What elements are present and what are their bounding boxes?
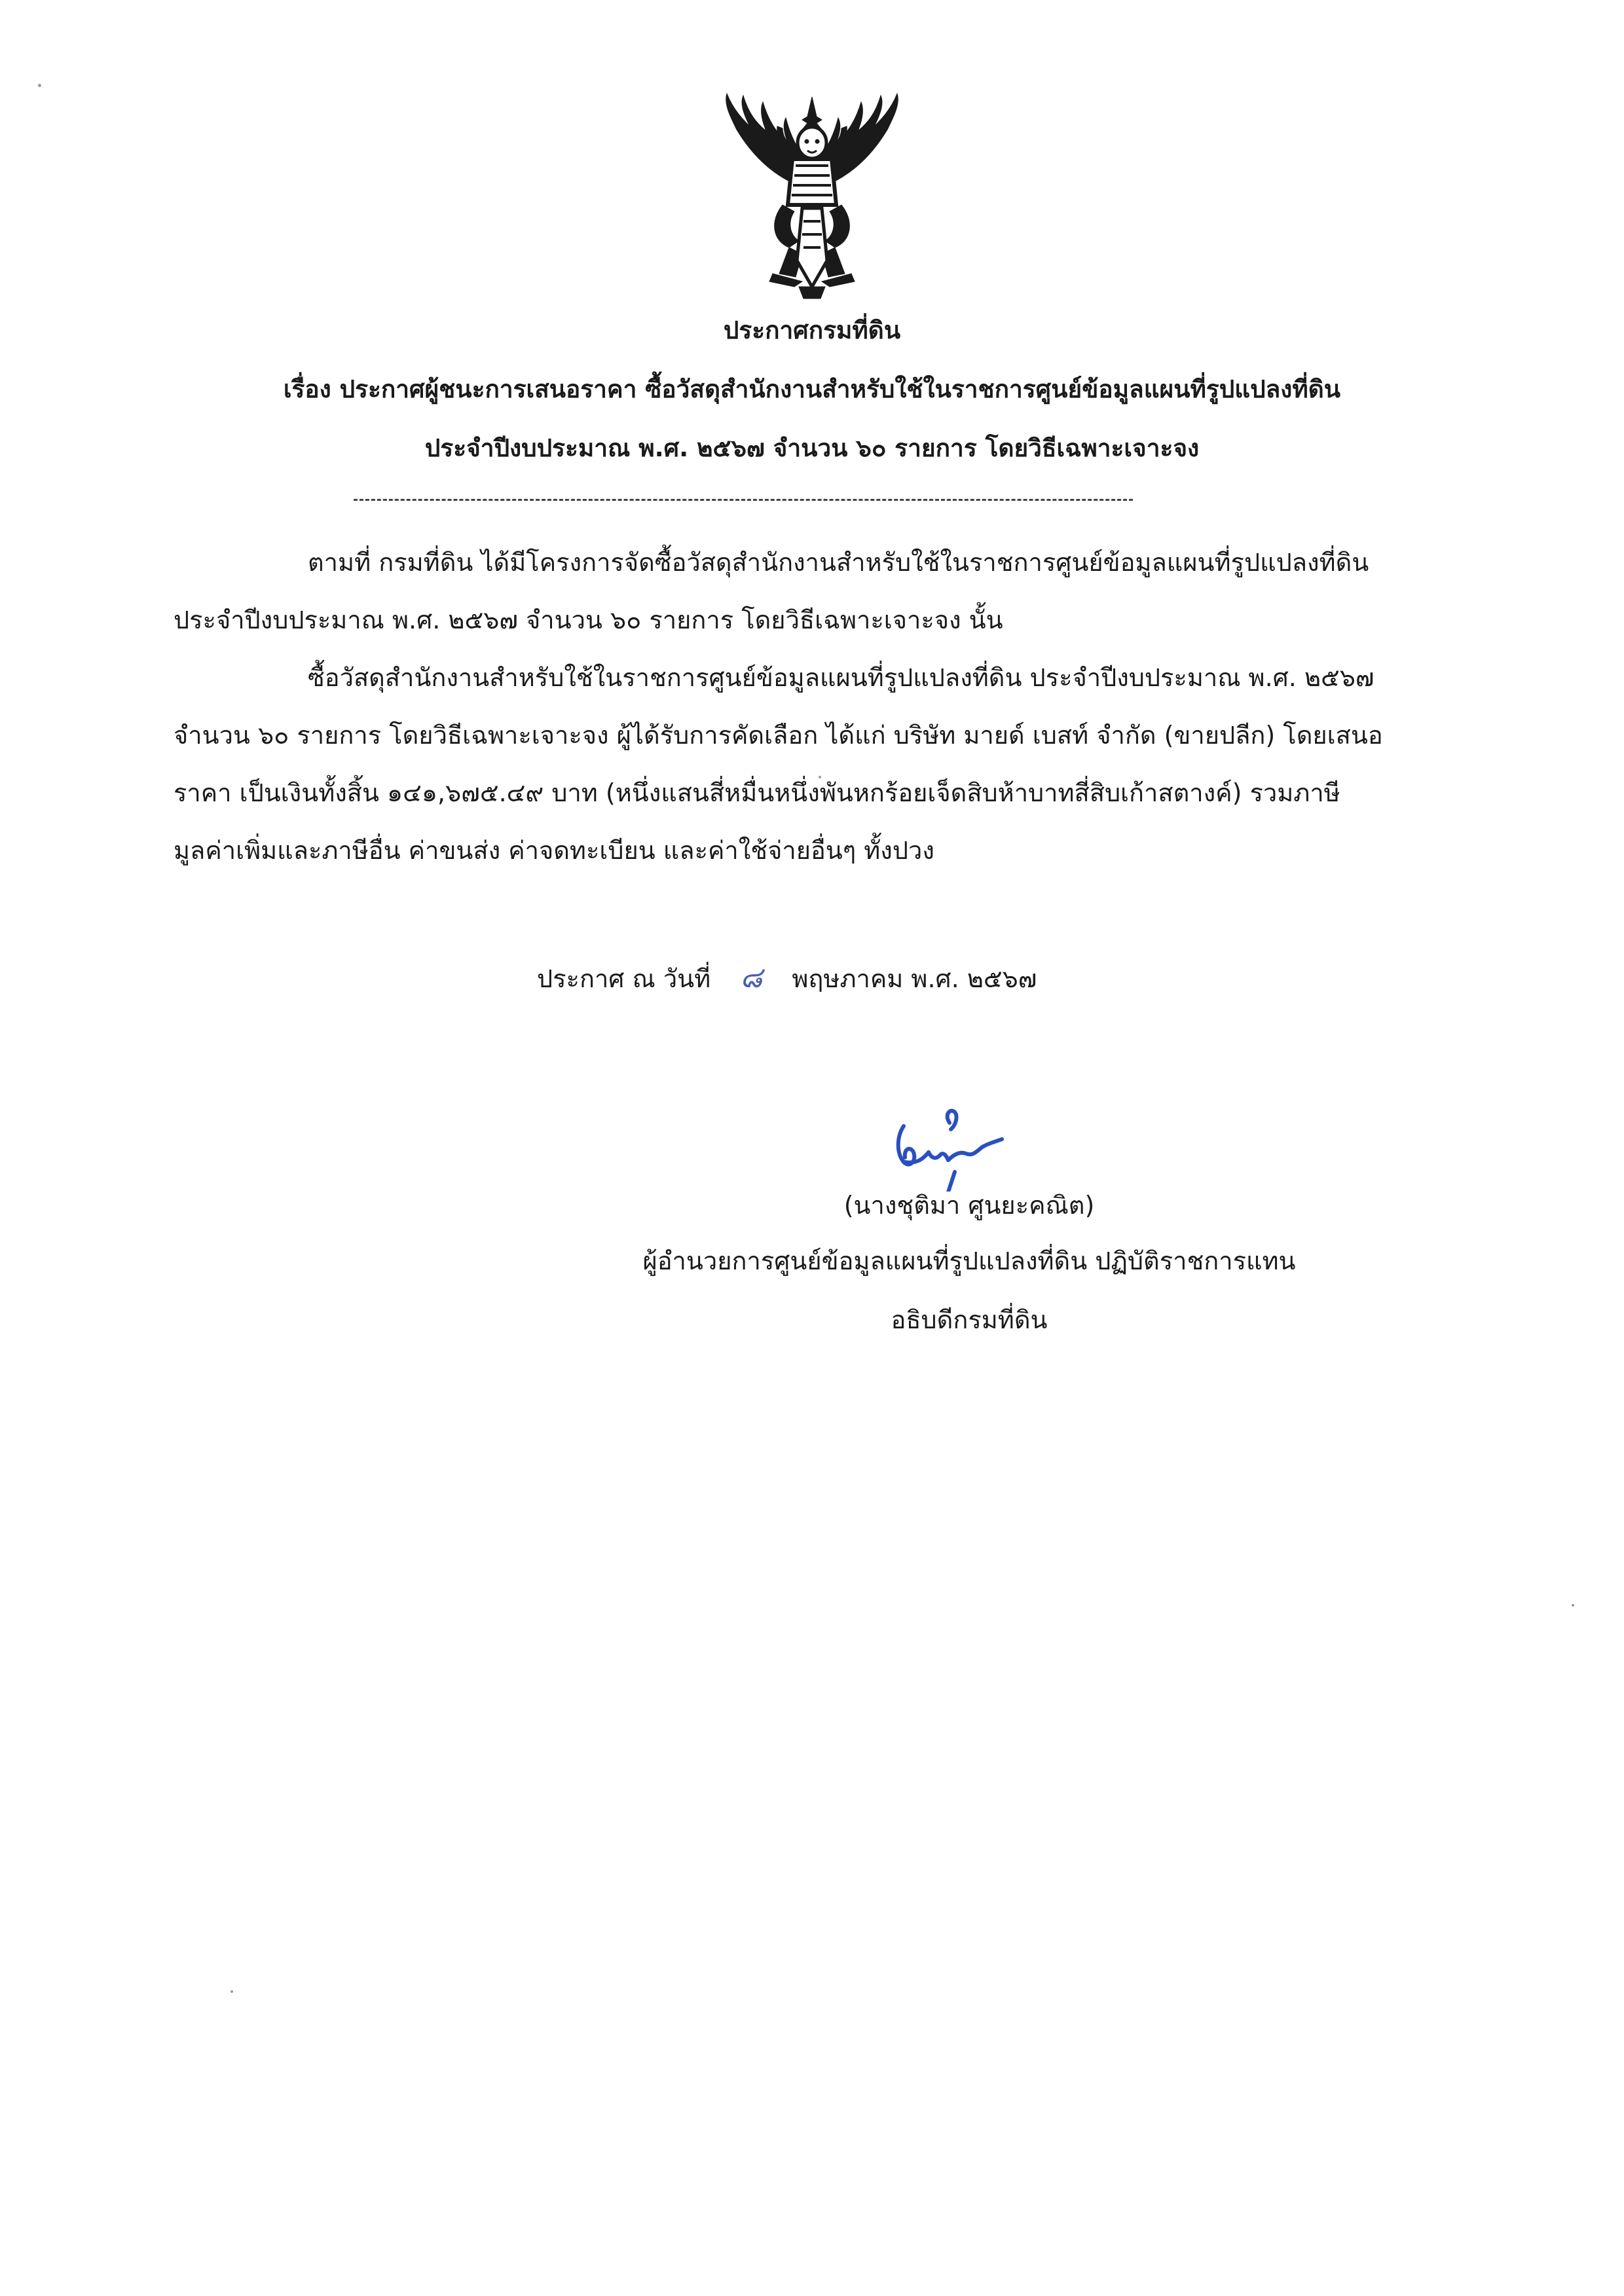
- paragraph-1-line-2: ประจำปีงบประมาณ พ.ศ. ๒๕๖๗ จำนวน ๖๐ รายการ โดยวิธีเฉพาะเจาะจง นั้น: [174, 606, 1003, 634]
- garuda-emblem-icon: [710, 90, 913, 300]
- signature-icon: [877, 1100, 1028, 1192]
- scan-speck: [231, 1990, 233, 1993]
- document-subject-line-2: ประจำปีงบประมาณ พ.ศ. ๒๕๖๗ จำนวน ๖๐ รายการ โดยวิธีเฉพาะเจาะจง: [424, 434, 1200, 462]
- document-subject-line-1: เรื่อง ประกาศผู้ชนะการเสนอราคา ซื้อวัสดุสำนักงานสำหรับใช้ในราชการศูนย์ข้อมูลแผนที่รูปแปลงที่ดิน: [283, 375, 1341, 403]
- date-prefix: ประกาศ ณ วันที่: [537, 964, 711, 993]
- announcement-date: [537, 955, 1126, 1000]
- signer-position: ผู้อำนวยการศูนย์ข้อมูลแผนที่รูปแปลงที่ดิน ปฏิบัติราชการแทน: [642, 1247, 1296, 1275]
- paragraph-2-line-1: ซื้อวัสดุสำนักงานสำหรับใช้ในราชการศูนย์ข้อมูลแผนที่รูปแปลงที่ดิน ประจำปีงบประมาณ พ.ศ. ๒๕๖๗: [308, 663, 1375, 692]
- scan-speck: [1572, 1604, 1574, 1607]
- paragraph-2-line-2: จำนวน ๖๐ รายการ โดยวิธีเฉพาะเจาะจง ผู้ได้รับการคัดเลือก ได้แก่ บริษัท มายด์ เบสท์ จำกัด (ขายปลีก) โดยเสนอ: [174, 721, 1383, 750]
- signer-position-2: อธิบดีกรมที่ดิน: [891, 1305, 1048, 1334]
- document-title: ประกาศกรมที่ดิน: [723, 316, 901, 344]
- signer-name: (นางชุติมา ศูนยะคณิต): [843, 1191, 1095, 1220]
- scan-speck: [38, 84, 41, 87]
- date-day-handwritten: ๘: [740, 961, 763, 994]
- paragraph-2-line-3: ราคา เป็นเงินทั้งสิ้น ๑๔๑,๖๗๕.๔๙ บาท (หนึ่งแสนสี่หมื่นหนึ่งพันหกร้อยเจ็ดสิบห้าบาทสี่สิบเก้าสตางค์) รวมภาษี: [174, 778, 1340, 807]
- date-month-year: พฤษภาคม พ.ศ. ๒๕๖๗: [792, 964, 1037, 993]
- paragraph-2-line-4: มูลค่าเพิ่มและภาษีอื่น ค่าขนส่ง ค่าจดทะเบียน และค่าใช้จ่ายอื่นๆ ทั้งปวง: [174, 836, 934, 865]
- paragraph-1-line-1: ตามที่ กรมที่ดิน ได้มีโครงการจัดซื้อวัสดุสำนักงานสำหรับใช้ในราชการศูนย์ข้อมูลแผนที่รูปแปลงที่ดิน: [308, 548, 1369, 577]
- separator-dashes: [354, 499, 1133, 501]
